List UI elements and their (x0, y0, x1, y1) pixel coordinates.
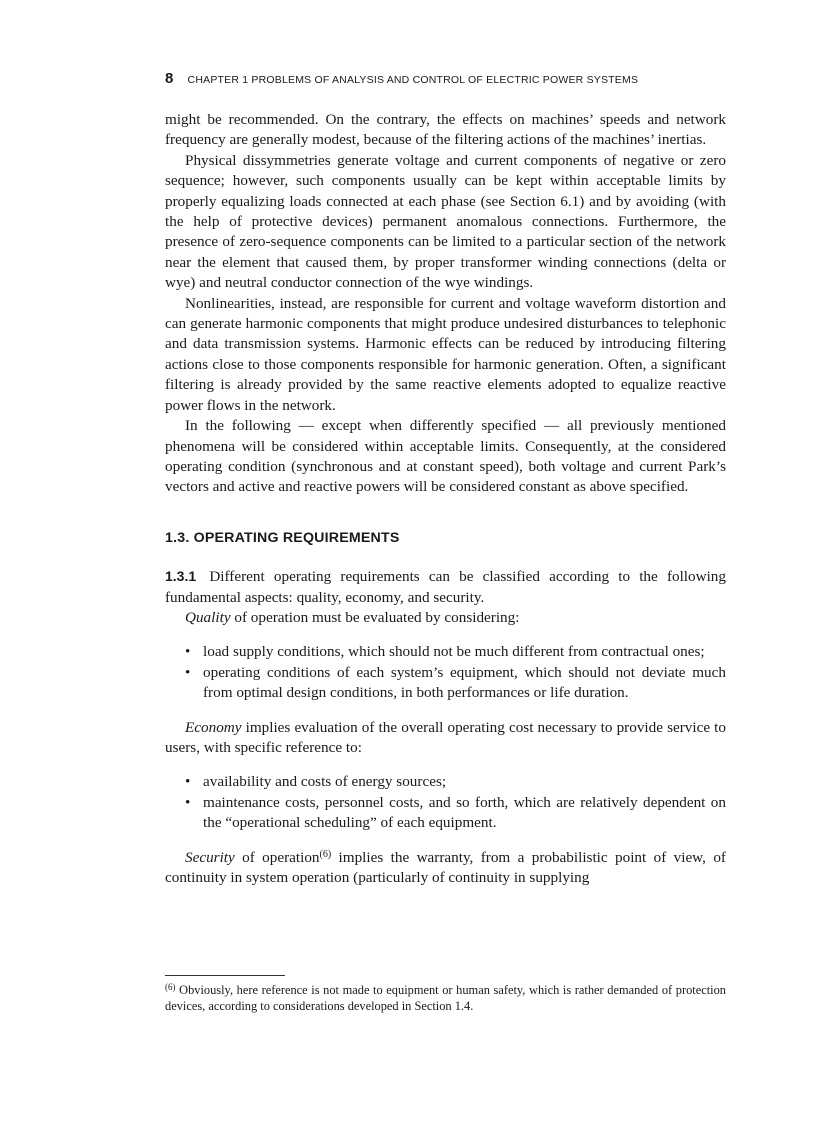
paragraph: Nonlinearities, instead, are responsible for current and voltage waveform distortion and can generate harmonic components that might produce undesired disturbances to telephonic and data transmission systems. Harmonic effects can be reduced by introducing filtering actions close to those components responsible for harmonic generation. Often, a significant filtering is already provided by the same reactive elements adopted to equalize reactive power flows in the network. (165, 294, 726, 414)
bullet-icon: • (185, 773, 191, 791)
list-item (165, 772, 726, 792)
security-text-a: of operation (234, 848, 320, 866)
list-item (165, 793, 726, 834)
security-paragraph (165, 848, 726, 889)
page-content (165, 70, 726, 888)
security-term: Security (185, 848, 235, 866)
list-item-text: maintenance costs, personnel costs, and so forth, which are relatively dependent on the “operational scheduling” of each equipment. (203, 793, 726, 832)
footnote-mark: (6) (165, 982, 176, 992)
list-item-text: availability and costs of energy sources; (203, 773, 447, 791)
economy-list (165, 772, 726, 833)
quality-paragraph (165, 608, 726, 628)
subsection-number: 1.3.1 (165, 568, 197, 585)
bullet-icon: • (185, 663, 191, 681)
running-header (165, 70, 726, 88)
footnote-divider (165, 975, 285, 976)
bullet-icon: • (185, 793, 191, 811)
security-text-b: implies the warranty, from a probabilistic point of view, of continuity in system operation (particularly of continuity in supplying (165, 848, 726, 886)
quality-term: Quality (185, 608, 231, 626)
paragraph: Physical dissymmetries generate voltage and current components of negative or zero sequence; however, such components usually can be kept within acceptable limits by properly equalizing loads connected at each phase (see Section 6.1) and by avoiding (with the help of protective devices) permanent anomalous connections. Furthermore, the presence of zero-sequence components can be limited to a particular section of the network near the element that caused them, by proper transformer winding connections (delta or wye) and neutral conductor connection of the wye windings. (165, 151, 726, 292)
footnote-reference[interactable]: (6) (319, 848, 332, 860)
economy-term: Economy (185, 718, 242, 736)
page-number: 8 (165, 70, 174, 87)
section-heading: 1.3. OPERATING REQUIREMENTS (165, 529, 400, 546)
bullet-icon: • (185, 643, 191, 661)
paragraph: might be recommended. On the contrary, the effects on machines’ speeds and network frequency are generally modest, because of the filtering actions of the machines’ inertias. (165, 111, 726, 149)
subsection-intro-text: Different operating requirements can be classified according to the following fundamental aspects: quality, economy, and security. (165, 568, 726, 606)
economy-text: implies evaluation of the overall operating cost necessary to provide service to users, with specific reference to: (165, 718, 726, 756)
body-text (165, 110, 726, 888)
paragraph: In the following — except when differently specified — all previously mentioned phenomena will be considered within acceptable limits. Consequently, at the considered operating condition (synchronous and at constant speed), both voltage and current Park’s vectors and active and reactive powers will be considered constant as above specified. (165, 417, 726, 496)
list-item-text: load supply conditions, which should not be much different from contractual ones; (203, 643, 705, 661)
quality-list (165, 642, 726, 703)
quality-text: of operation must be evaluated by considering: (230, 608, 520, 626)
economy-paragraph (165, 718, 726, 759)
footnote (165, 982, 726, 1014)
running-title: CHAPTER 1 PROBLEMS OF ANALYSIS AND CONTROL OF ELECTRIC POWER SYSTEMS (187, 74, 639, 86)
list-item (165, 642, 726, 662)
subsection-intro (165, 566, 726, 608)
list-item-text: operating conditions of each system’s equipment, which should not deviate much from optimal design conditions, in both performances or life duration. (203, 663, 726, 702)
list-item (165, 663, 726, 704)
footnote-text: Obviously, here reference is not made to equipment or human safety, which is rather demanded of protection devices, according to considerations developed in Section 1.4. (165, 983, 726, 1013)
